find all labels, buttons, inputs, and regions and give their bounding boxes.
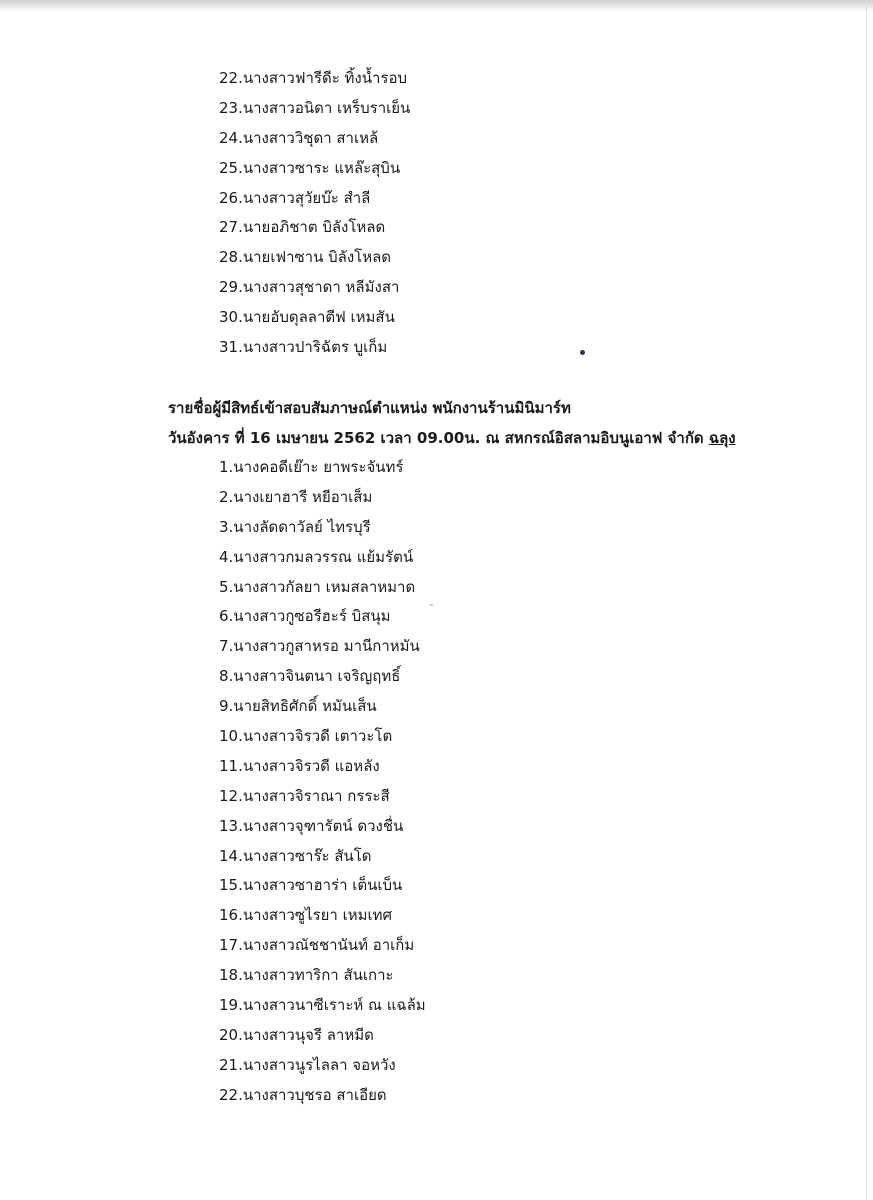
candidate-list-minimart — [219, 453, 426, 1111]
schedule-text: วันอังคาร ที่ 16 เมษายน 2562 เวลา 09.00น. ณ สหกรณ์อิสลามอิบนูเอาฟ จำกัด — [168, 429, 709, 447]
list-item: 1.นางคอดีเย๊าะ ยาพระจันทร์ — [219, 458, 404, 476]
list-item: 24.นางสาววิชุดา สาเหล้ — [219, 128, 379, 147]
list-item: 23.นางสาวอนิดา เหร็บราเย็น — [219, 98, 411, 117]
location-underlined: ฉลุง — [708, 429, 736, 447]
list-item: 8.นางสาวจินตนา เจริญฤทธิ์ — [219, 667, 401, 686]
list-item: 2.นางเยาฮารี หยีอาเส็ม — [219, 487, 373, 506]
list-item: 18.นางสาวทาริกา สันเกาะ — [219, 966, 394, 985]
list-item: 4.นางสาวกมลวรรณ แย้มรัตน์ — [219, 547, 414, 566]
list-item: 9.นายสิทธิศักดิ์ หมันเส็น — [219, 697, 377, 716]
list-item: 5.นางสาวกัลยา เหมสลาหมาด — [219, 577, 416, 596]
list-item: 17.นางสาวณัชชานันท์ อาเก็ม — [219, 936, 415, 955]
list-item: 16.นางสาวซูไรยา เหมเทศ — [219, 906, 393, 925]
list-item: 27.นายอภิชาต บิลังโหลด — [219, 218, 386, 237]
scan-top-shadow — [0, 0, 873, 12]
list-item: 31.นางสาวปาริฉัตร บูเก็ม — [219, 338, 388, 357]
list-item: 3.นางลัดดาวัลย์ ไทรบุรี — [219, 517, 371, 536]
list-item: 12.นางสาวจิราณา กรระสี — [219, 786, 390, 805]
candidate-list-continued — [219, 64, 410, 363]
section-heading-title: รายชื่อผู้มีสิทธ์เข้าสอบสัมภาษณ์ตำแหน่ง พนักงานร้านมินิมาร์ท — [168, 399, 571, 417]
list-item: 11.นางสาวจิรวดี แอหลัง — [219, 756, 380, 775]
list-item: 21.นางสาวนูรไลลา จอหวัง — [219, 1055, 396, 1074]
list-item: 10.นางสาวจิรวดี เตาวะโต — [219, 727, 393, 746]
list-item: 22.นางสาวบุชรอ สาเอียด — [219, 1085, 387, 1104]
list-item: 25.นางสาวซาระ แหล๊ะสุบิน — [219, 158, 401, 177]
list-item: 28.นายเฟาซาน บิลังโหลด — [219, 248, 392, 267]
list-item: 29.นางสาวสุชาดา หลีมังสา — [219, 278, 400, 297]
list-item: 13.นางสาวจุฑารัตน์ ดวงชื่น — [219, 816, 404, 835]
list-item: 22.นางสาวฟารีดีะ ทิ้งน้ำรอบ — [219, 69, 407, 87]
list-item: 19.นางสาวนาซีเราะห์ ณ แฉล้ม — [219, 996, 426, 1015]
list-item: 15.นางสาวซาฮาร่า เต็นเบ็น — [219, 876, 403, 895]
list-item: 7.นางสาวกูสาหรอ มานีกาหมัน — [219, 637, 420, 656]
list-item: 30.นายอับดุลลาตีฟ เหมสัน — [219, 308, 395, 327]
list-item: 14.นางสาวซาร๊ะ สันโด — [219, 846, 372, 865]
section-heading-schedule — [168, 427, 736, 449]
list-item: 26.นางสาวสุวัยบ๊ะ สำลี — [219, 188, 371, 207]
list-item: 6.นางสาวกูซอรีฮะร์ บิสนุม — [219, 607, 391, 626]
list-item: 20.นางสาวนุจรี ลาหมีด — [219, 1025, 374, 1044]
scan-speck — [580, 350, 585, 355]
scan-speck — [430, 604, 433, 606]
scan-right-edge — [866, 0, 867, 1200]
